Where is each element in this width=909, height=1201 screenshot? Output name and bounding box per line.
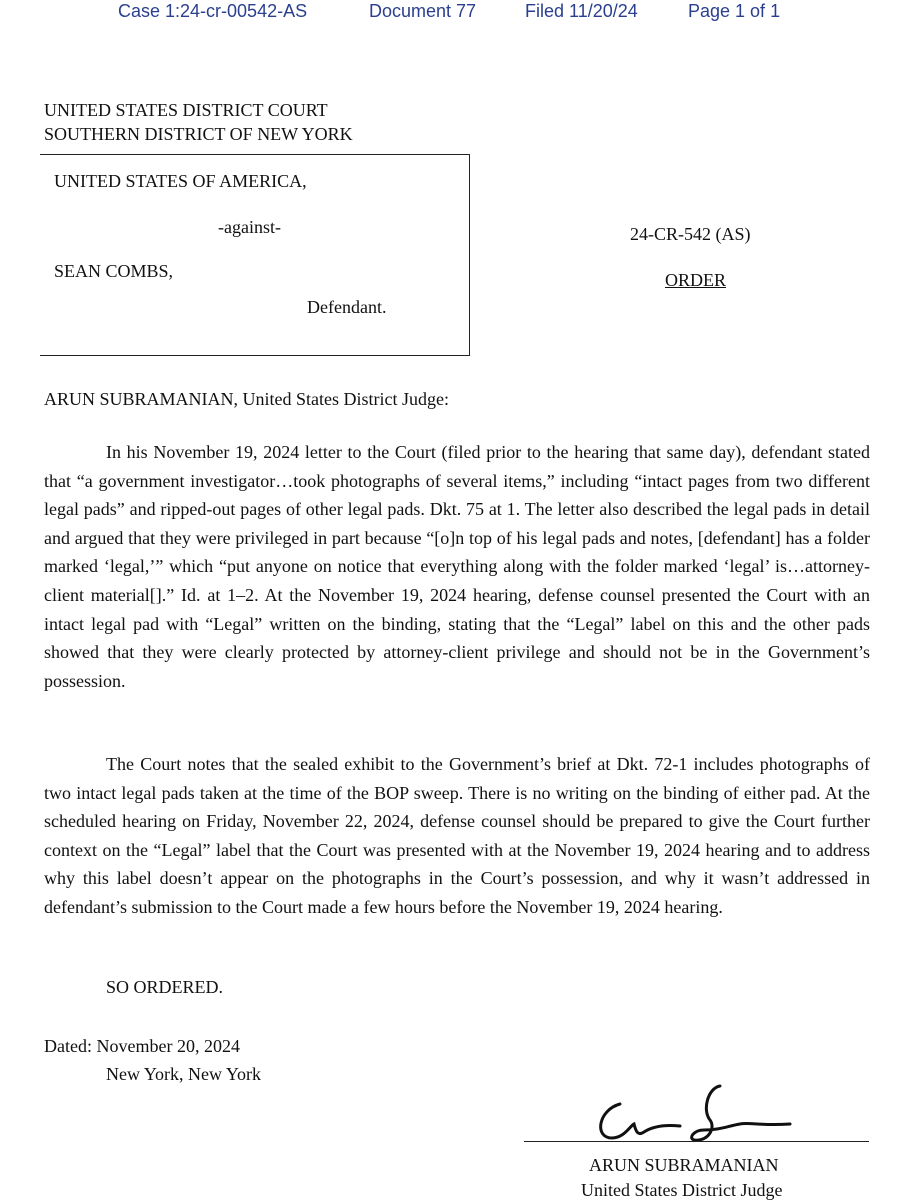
plaintiff: UNITED STATES OF AMERICA, xyxy=(54,171,307,191)
against-label: -against- xyxy=(218,217,281,237)
filing-header xyxy=(0,0,909,30)
signatory-name: ARUN SUBRAMANIAN xyxy=(589,1155,779,1175)
defendant-role: Defendant. xyxy=(307,297,387,317)
document-number: Document 77 xyxy=(369,1,477,21)
order-title: ORDER xyxy=(665,270,727,290)
signature-line xyxy=(524,1141,869,1142)
court-line-2: SOUTHERN DISTRICT OF NEW YORK xyxy=(44,124,353,144)
signatory-title: United States District Judge xyxy=(581,1180,783,1200)
case-number: Case 1:24-cr-00542-AS xyxy=(118,1,308,21)
page-indicator: Page 1 of 1 xyxy=(688,1,781,21)
paragraph-2: The Court notes that the sealed exhibit to the Government’s brief at Dkt. 72-1 includes photographs of two intact legal pads taken at the time of the BOP sweep. There is no writing on the binding of either pad. At the scheduled hearing on Friday, November 22, 2024, defense counsel should be prepared to give the Court further context on the “Legal” label that the Court was presented with at the November 19, 2024 hearing and to address why this label doesn’t appear on the photographs in the Court’s possession, and why it wasn’t addressed in defendant’s submission to the Court made a few hours before the November 19, 2024 hearing. xyxy=(44,754,870,917)
filed-date: Filed 11/20/24 xyxy=(525,1,638,21)
dated-block xyxy=(44,1032,261,1088)
court-line-1: UNITED STATES DISTRICT COURT xyxy=(44,100,328,120)
judge-signature xyxy=(590,1080,820,1150)
court-name xyxy=(44,98,353,146)
defendant-name: SEAN COMBS, xyxy=(54,261,174,281)
docket-number: 24-CR-542 (AS) xyxy=(630,224,751,244)
so-ordered: SO ORDERED. xyxy=(106,977,224,997)
judge-line: ARUN SUBRAMANIAN, United States District Judge: xyxy=(44,389,449,409)
case-caption xyxy=(40,154,470,356)
paragraph-1: In his November 19, 2024 letter to the Court (filed prior to the hearing that same day), defendant stated that “a government investigator…took photographs of several items,” including “intact pages from two different legal pads” and ripped-out pages of other legal pads. Dkt. 75 at 1. The letter also described the legal pads in detail and argued that they were privileged in part because “[o]n top of his legal pads and notes, [defendant] has a folder marked ‘legal,’” which “put anyone on notice that everything along with the folder marked ‘legal’ is…attorney-client material[].” Id. at 1–2. At the November 19, 2024 hearing, defense counsel presented the Court with an intact legal pad with “Legal” written on the binding, stating that the “Legal” label on this and the other pads showed that they were clearly protected by attorney-client privilege and should not be in the Government’s possession. xyxy=(44,442,870,691)
dated-place: New York, New York xyxy=(106,1064,262,1084)
dated-date: Dated: November 20, 2024 xyxy=(44,1036,240,1056)
